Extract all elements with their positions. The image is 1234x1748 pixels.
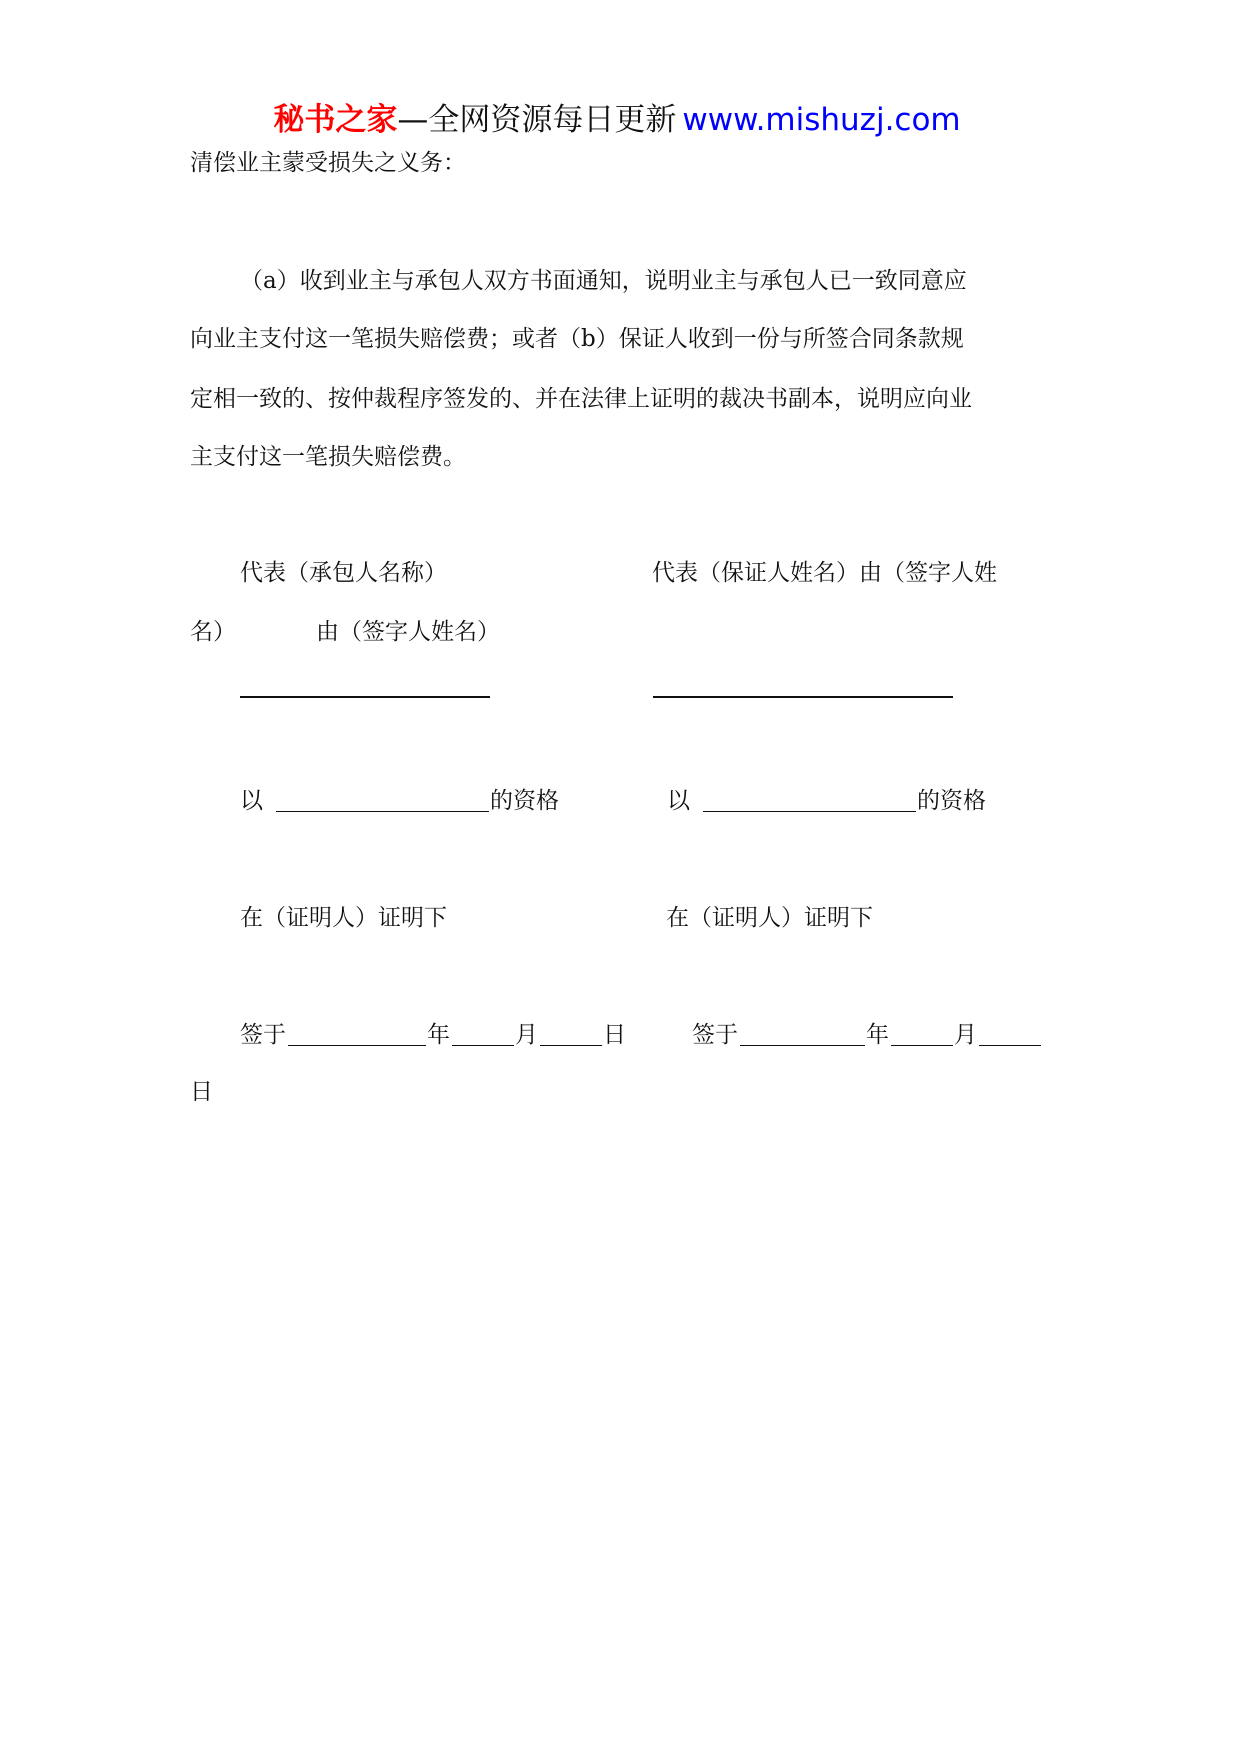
page-header (0, 100, 1234, 140)
right-signed-at-label: 签于 (692, 1022, 738, 1048)
right-month-blank (979, 1045, 1041, 1046)
left-month-blank (540, 1045, 602, 1046)
left-signatory-label: 由（签字人姓名） (316, 619, 500, 645)
header-brand: 秘书之家 (273, 102, 398, 138)
body-line-1: 清偿业主蒙受损失之义务： (190, 150, 466, 176)
left-capacity-blank (276, 811, 489, 812)
right-date-blank (740, 1045, 865, 1046)
left-signature-line (240, 696, 490, 698)
left-month-label: 月 (515, 1022, 538, 1048)
right-year-label: 年 (866, 1022, 889, 1048)
paragraph-line-2: 向业主支付这一笔损失赔偿费；或者（b）保证人收到一份与所签合同条款规 (190, 326, 964, 352)
right-capacity-prefix: 以 (667, 788, 690, 814)
right-month-label: 月 (954, 1022, 977, 1048)
right-signature-line (653, 696, 953, 698)
right-capacity-blank (703, 811, 916, 812)
right-day-label: 日 (190, 1079, 213, 1105)
header-url-link[interactable]: www.mishuzj.com (682, 102, 961, 138)
left-year-label: 年 (427, 1022, 450, 1048)
header-slogan: —全网资源每日更新 (397, 102, 677, 138)
left-capacity-suffix: 的资格 (490, 788, 559, 814)
left-date-blank (288, 1045, 426, 1046)
left-representative-tail: 名） (190, 619, 236, 645)
paragraph-line-3: 定相一致的、按仲裁程序签发的、并在法律上证明的裁决书副本，说明应向业 (190, 386, 972, 412)
left-capacity-prefix: 以 (240, 788, 263, 814)
left-year-blank (452, 1045, 514, 1046)
paragraph-line-4: 主支付这一笔损失赔偿费。 (190, 444, 466, 470)
right-witness-label: 在（证明人）证明下 (666, 905, 873, 931)
left-representative-label: 代表（承包人名称） (240, 560, 447, 586)
left-signed-at-label: 签于 (240, 1022, 286, 1048)
paragraph-line-1: （a）收到业主与承包人双方书面通知，说明业主与承包人已一致同意应 (240, 268, 967, 294)
right-year-blank (891, 1045, 953, 1046)
left-witness-label: 在（证明人）证明下 (240, 905, 447, 931)
right-representative-label: 代表（保证人姓名）由（签字人姓 (652, 560, 997, 586)
right-capacity-suffix: 的资格 (917, 788, 986, 814)
left-day-label: 日 (603, 1022, 626, 1048)
